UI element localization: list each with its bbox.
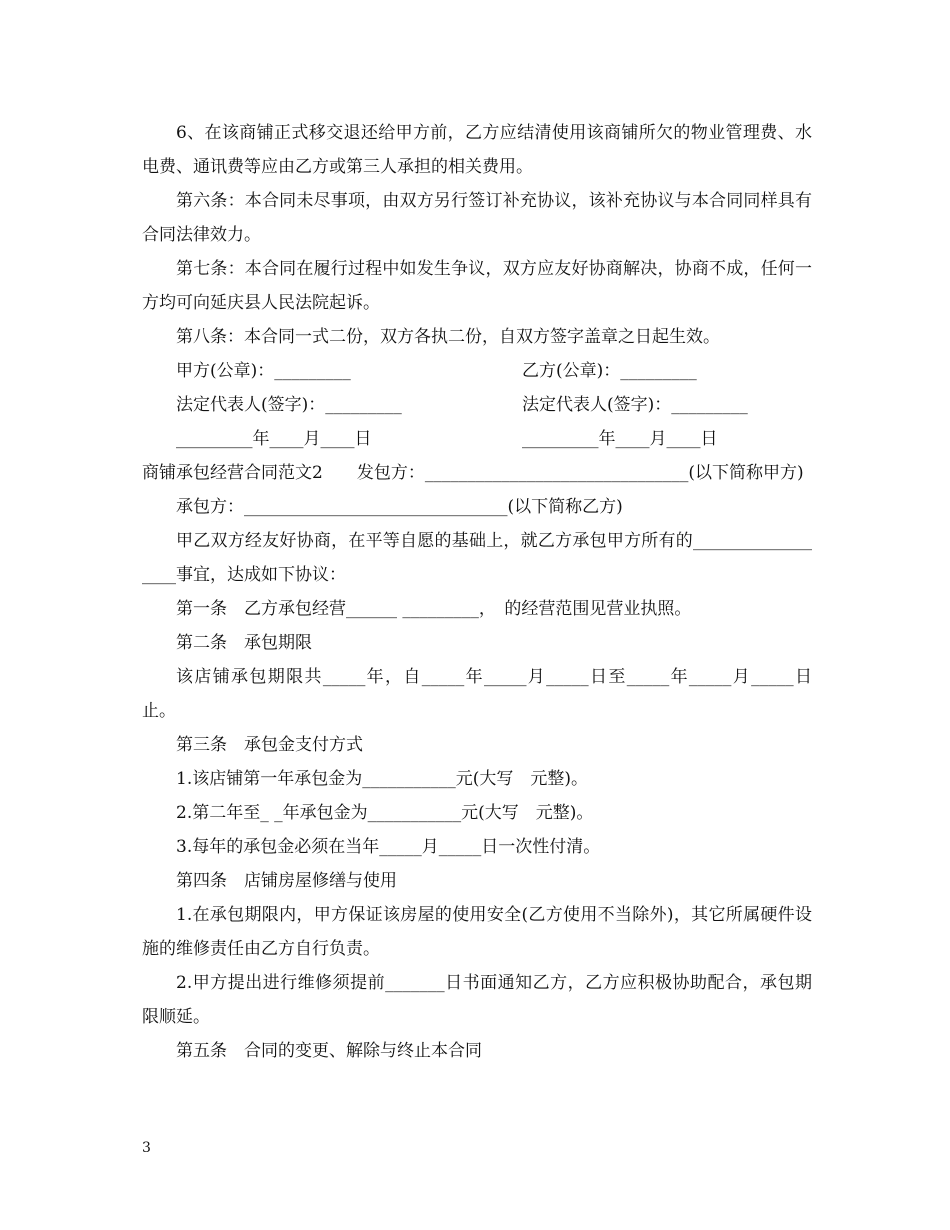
article-4-item-1: 1.在承包期限内，甲方保证该房屋的使用安全(乙方使用不当除外)，其它所属硬件设施的维修责任由乙方自行负责。 <box>142 905 812 959</box>
document-page <box>142 116 812 1068</box>
clause-6-settlement: 6、在该商铺正式移交退还给甲方前，乙方应结清使用该商铺所欠的物业管理费、水电费、通讯费等应由乙方或第三人承担的相关费用。 <box>142 123 812 177</box>
article-3-item-3: 3.每年的承包金必须在当年_____月_____日一次性付清。 <box>176 837 601 857</box>
article-4-item-2: 2.甲方提出进行维修须提前_______日书面通知乙方，乙方应积极协助配合，承包期限顺延。 <box>142 973 812 1027</box>
article-2-heading: 第二条 承包期限 <box>176 633 312 653</box>
party-b-seal: 乙方(公章)：_________ <box>522 361 697 381</box>
party-a-date: _________年____月____日 <box>176 429 372 449</box>
article-1: 第一条 乙方承包经营______ _________， 的经营范围见营业执照。 <box>176 599 692 619</box>
article-4-heading: 第四条 店铺房屋修缮与使用 <box>176 871 397 891</box>
signature-row-representative <box>142 388 812 422</box>
article-3-item-2: 2.第二年至_ _年承包金为___________元(大写 元整)。 <box>176 803 594 823</box>
article-3-heading: 第三条 承包金支付方式 <box>176 735 363 755</box>
party-a-representative: 法定代表人(签字)：_________ <box>176 395 402 415</box>
article-7: 第七条：本合同在履行过程中如发生争议，双方应友好协商解决，协商不成，任何一方均可向延庆县人民法院起诉。 <box>142 259 812 313</box>
contract-2-title-and-contractor: 商铺承包经营合同范文2 发包方：_______________________________(以下简称甲方) <box>142 463 804 483</box>
party-b-date: _________年____月____日 <box>522 429 718 449</box>
party-a-seal: 甲方(公章)：_________ <box>176 361 351 381</box>
page-number: 3 <box>142 1140 151 1156</box>
article-5-heading: 第五条 合同的变更、解除与终止本合同 <box>176 1041 482 1061</box>
article-2-term: 该店铺承包期限共_____年，自_____年_____月_____日至_____年_____月_____日止。 <box>142 667 812 721</box>
party-b-representative: 法定代表人(签字)：_________ <box>522 395 748 415</box>
contractee-line: 承包方：_______________________________(以下简称乙方) <box>176 497 623 517</box>
article-8: 第八条：本合同一式二份，双方各执二份，自双方签字盖章之日起生效。 <box>176 327 720 347</box>
article-6: 第六条：本合同未尽事项，由双方另行签订补充协议，该补充协议与本合同同样具有合同法律效力。 <box>142 191 812 245</box>
signature-row-date <box>142 422 812 456</box>
agreement-preamble: 甲乙双方经友好协商，在平等自愿的基础上，就乙方承包甲方所有的__________________事宜，达成如下协议： <box>142 531 812 585</box>
signature-row-seal <box>142 354 812 388</box>
article-3-item-1: 1.该店铺第一年承包金为___________元(大写 元整)。 <box>176 769 588 789</box>
